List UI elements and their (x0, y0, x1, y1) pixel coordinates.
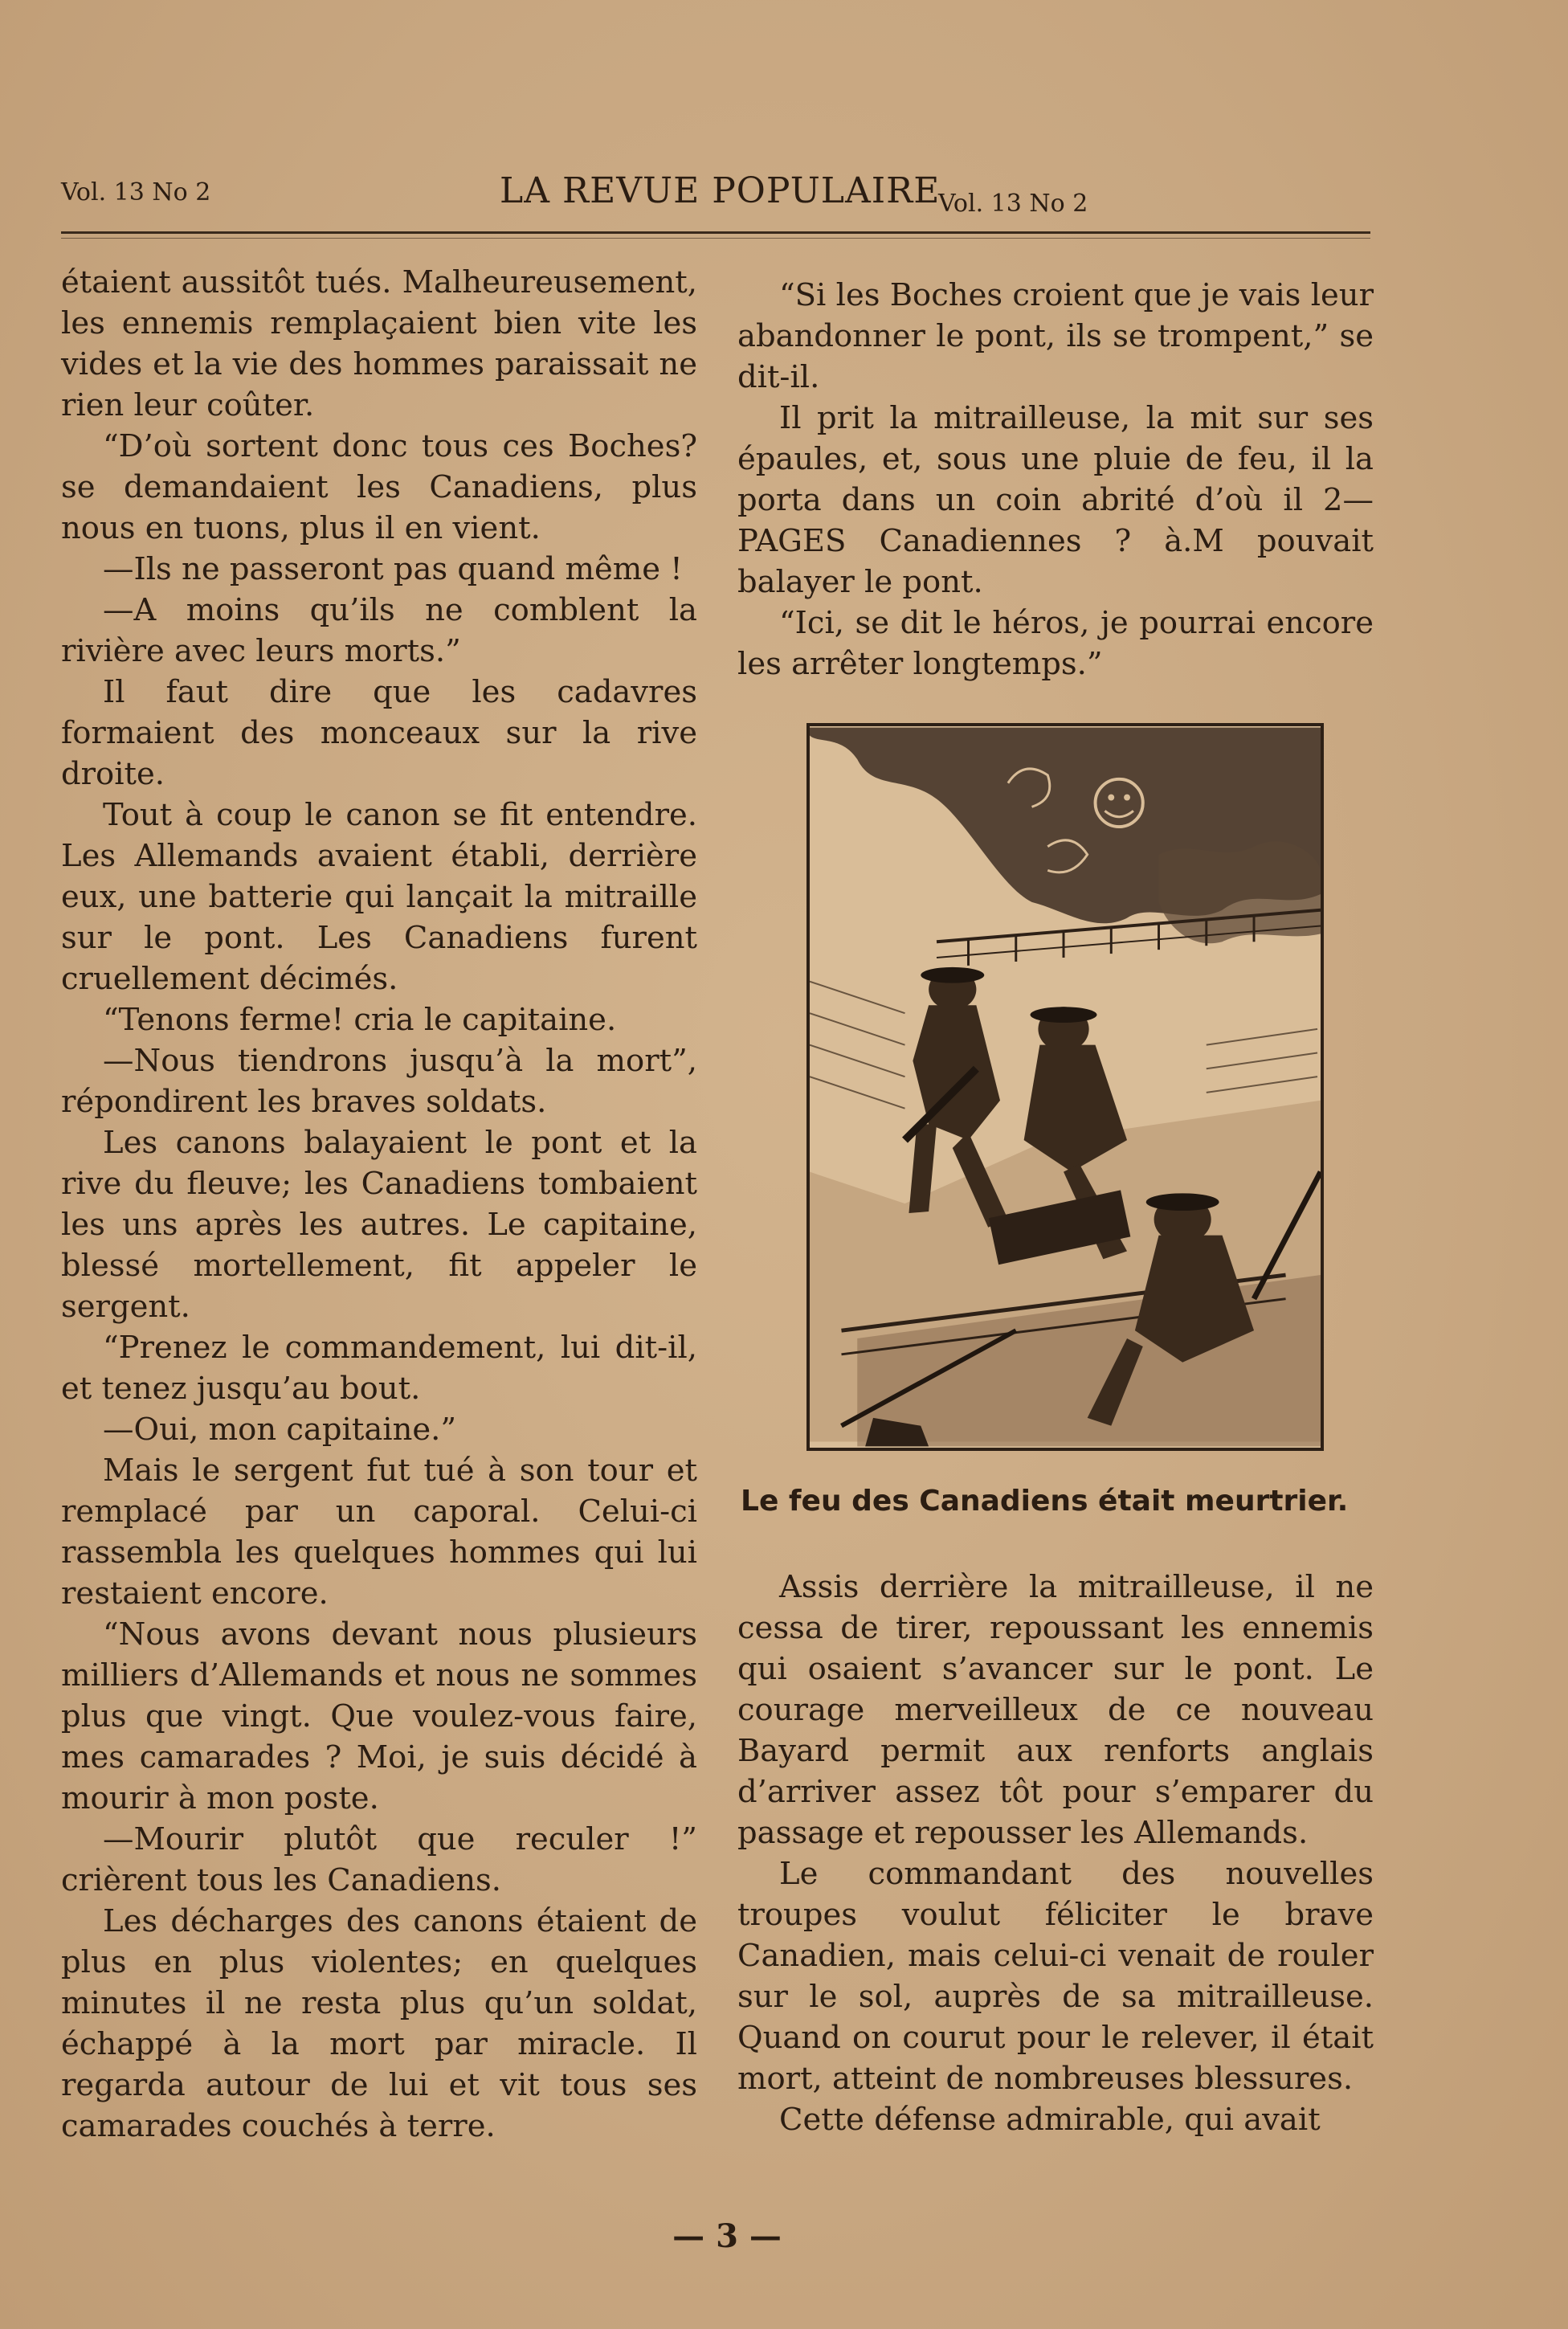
volume-label-left: Vol. 13 No 2 (61, 178, 211, 206)
illustration-caption: Le feu des Canadiens était meurtrier. (741, 1485, 1349, 1518)
paragraph: —Ils ne passeront pas quand même ! (103, 551, 683, 587)
paragraph: Cette défense admirable, qui avait (779, 2102, 1321, 2138)
paragraph: “Tenons ferme! cria le capitaine. (103, 1002, 617, 1038)
paragraph: Mais le sergent fut tué à son tour et remplacé par un caporal. Celui-ci rassembla les quelques hommes qui lui restaient encore. (61, 1453, 697, 1612)
right-column-bottom (737, 1567, 1374, 2140)
paragraph: “Nous avons devant nous plusieurs milliers d’Allemands et nous ne sommes plus que vingt. Que voulez-vous faire, mes camarades ? Moi, je suis décidé à mourir à mon poste. (61, 1616, 697, 1816)
paragraph: —Mourir plutôt que reculer !” crièrent tous les Canadiens. (61, 1821, 697, 1898)
left-column (61, 262, 697, 2147)
header-rule-thin (61, 238, 1370, 239)
paragraph: —Oui, mon capitaine.” (103, 1412, 457, 1448)
paragraph: “Prenez le commandement, lui dit-il, et tenez jusqu’au bout. (61, 1330, 697, 1407)
header-rule (61, 231, 1370, 234)
soldiers-machine-gun-engraving (810, 726, 1321, 1448)
paragraph: Tout à coup le canon se fit entendre. Les Allemands avaient établi, derrière eux, une batterie qui lançait la mitraille sur le pont. Les Canadiens furent cruellement décimés. (61, 797, 697, 997)
page-number: — 3 — (672, 2217, 782, 2255)
paragraph: —Nous tiendrons jusqu’à la mort”, répondirent les braves soldats. (61, 1043, 697, 1120)
publication-title: LA REVUE POPULAIRE (500, 170, 941, 211)
paragraph: —A moins qu’ils ne comblent la rivière avec leurs morts.” (61, 592, 697, 669)
volume-label-right: Vol. 13 No 2 (938, 190, 1088, 218)
paragraph: Les décharges des canons étaient de plus en plus violentes; en quelques minutes il ne resta plus qu’un soldat, échappé à la mort par miracle. Il regarda autour de lui et vit tous ses camarades couchés à terre. (61, 1903, 697, 2144)
paragraph: Assis derrière la mitrailleuse, il ne cessa de tirer, repoussant les ennemis qui osaient s’avancer sur le pont. Le courage merveilleux de ce nouveau Bayard permit aux renforts anglais d’arriver assez tôt pour s’emparer du passage et repousser les Allemands. (737, 1569, 1374, 1851)
paragraph: “D’où sortent donc tous ces Boches? se demandaient les Canadiens, plus nous en tuons, plus il en vient. (61, 428, 697, 546)
battle-illustration (806, 723, 1324, 1451)
right-column-top (737, 275, 1374, 684)
paragraph: “Si les Boches croient que je vais leur abandonner le pont, ils se trompent,” se dit-il. (737, 277, 1374, 395)
paragraph: Le commandant des nouvelles troupes voulut féliciter le brave Canadien, mais celui-ci venait de rouler sur le sol, auprès de sa mitrailleuse. Quand on courut pour le relever, il était mort, atteint de nombreuses blessures. (737, 1856, 1374, 2097)
paragraph: Il prit la mitrailleuse, la mit sur ses épaules, et, sous une pluie de feu, il la porta dans un coin abrité d’où il 2—PAGES Canadiennes ? à.M pouvait balayer le pont. (737, 400, 1374, 600)
paragraph: “Ici, se dit le héros, je pourrai encore les arrêter longtemps.” (737, 605, 1374, 682)
paragraph: Les canons balayaient le pont et la rive du fleuve; les Canadiens tombaient les uns après les autres. Le capitaine, blessé mortellement, fit appeler le sergent. (61, 1125, 697, 1325)
paragraph: Il faut dire que les cadavres formaient des monceaux sur la rive droite. (61, 674, 697, 792)
paragraph: étaient aussitôt tués. Malheureusement, les ennemis remplaçaient bien vite les vides et la vie des hommes paraissait ne rien leur coûter. (61, 264, 697, 423)
